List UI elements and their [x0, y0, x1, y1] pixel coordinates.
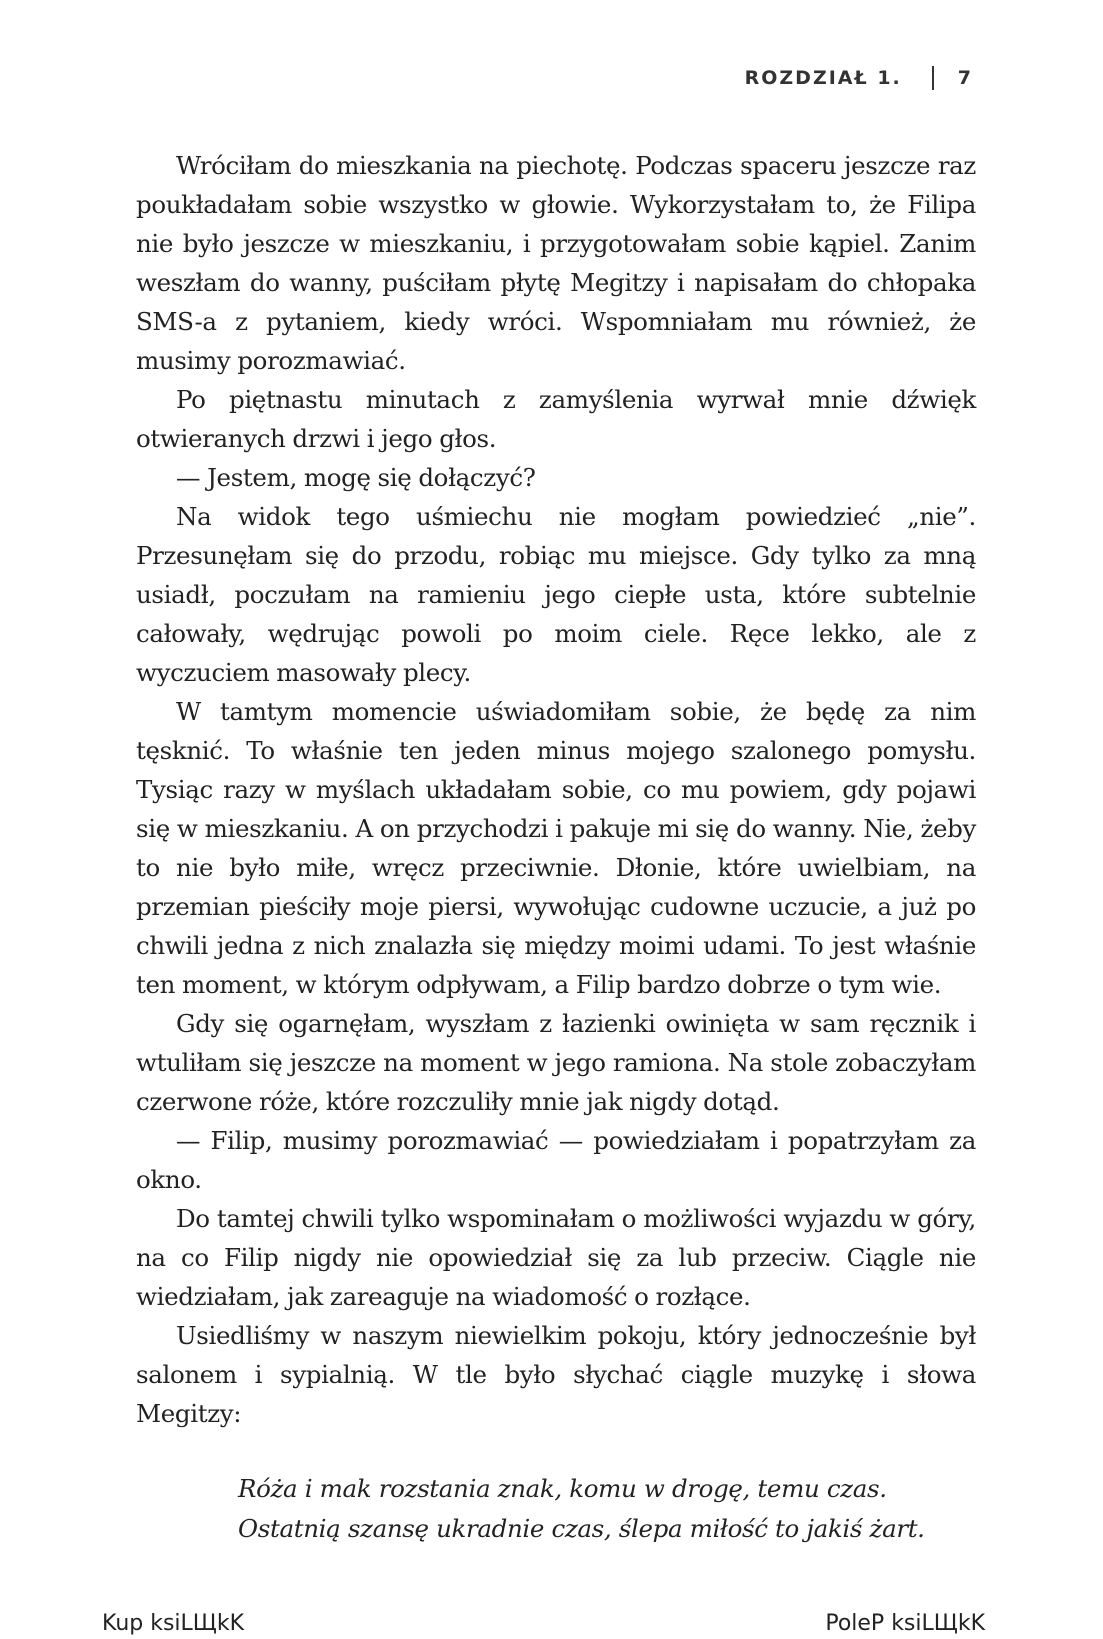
dialogue-line: — Jestem, mogę się dołączyć?: [176, 463, 536, 492]
paragraph: Usiedliśmy w naszym niewielkim pokoju, który jednocześnie był salonem i sypialnią. W tle było słychać ciągle muzykę i słowa Megitzy:: [136, 1321, 976, 1428]
paragraph: W tamtym momencie uświadomiłam sobie, że będę za nim tęsknić. To właśnie ten jeden minus mojego szalonego pomysłu. Tysiąc razy w myślach układałam sobie, co mu powiem, gdy pojawi się w mieszkaniu. A on przychodzi i pakuje mi się do wanny. Nie, żeby to nie było miłe, wręcz przeciwnie. Dłonie, które uwielbiam, na przemian pieściły moje piersi, wywołując cudowne uczucie, a już po chwili jedna z nich znalazła się między moimi udami. To jest właśnie ten moment, w którym odpływam, a Filip bardzo dobrze o tym wie.: [136, 697, 976, 999]
paragraph: Na widok tego uśmiechu nie mogłam powiedzieć „nie”. Przesunęłam się do przodu, robiąc mu miejsce. Gdy tylko za mną usiadł, poczułam na ramieniu jego ciepłe usta, które subtelnie całowały, wędrując powoli po moim ciele. Ręce lekko, ale z wyczuciem masowały plecy.: [136, 502, 976, 687]
paragraph: Po piętnastu minutach z zamyślenia wyrwał mnie dźwięk otwieranych drzwi i jego głos.: [136, 385, 976, 453]
lyric-line: Ostatnią szansę ukradnie czas, ślepa miłość to jakiś żart.: [238, 1514, 925, 1543]
lyric-line: Róża i mak rozstania znak, komu w drogę, temu czas.: [238, 1474, 887, 1503]
paragraph: Gdy się ogarnęłam, wyszłam z łazienki owinięta w sam ręcznik i wtuliłam się jeszcze na moment w jego ramiona. Na stole zobaczyłam czerwone róże, które rozczuliły mnie jak nigdy dotąd.: [136, 1009, 976, 1116]
running-header: [745, 66, 973, 90]
recommend-book-link[interactable]: PoleP ksiLЩkK: [825, 1611, 985, 1636]
paragraph: Do tamtej chwili tylko wspominałam o możliwości wyjazdu w góry, na co Filip nigdy nie opowiedział się za lub przeciw. Ciągle nie wiedziałam, jak zareaguje na wiadomość o rozłące.: [136, 1204, 976, 1311]
body-text: [136, 146, 976, 1549]
chapter-title: ROZDZIAŁ 1.: [744, 67, 902, 89]
song-lyrics: [238, 1469, 976, 1549]
page-number: 7: [957, 67, 973, 89]
header-separator: [932, 66, 934, 90]
dialogue-line: — Filip, musimy porozmawiać — powiedziałam i popatrzyłam za okno.: [136, 1126, 976, 1194]
buy-book-link[interactable]: Kup ksiLЩkK: [102, 1611, 245, 1636]
paragraph: Wróciłam do mieszkania na piechotę. Podczas spaceru jeszcze raz poukładałam sobie wszystko w głowie. Wykorzystałam to, że Filipa nie było jeszcze w mieszkaniu, i przygotowałam sobie kąpiel. Zanim weszłam do wanny, puściłam płytę Megitzy i napisałam do chłopaka SMS-a z pytaniem, kiedy wróci. Wspomniałam mu również, że musimy porozmawiać.: [136, 151, 976, 375]
